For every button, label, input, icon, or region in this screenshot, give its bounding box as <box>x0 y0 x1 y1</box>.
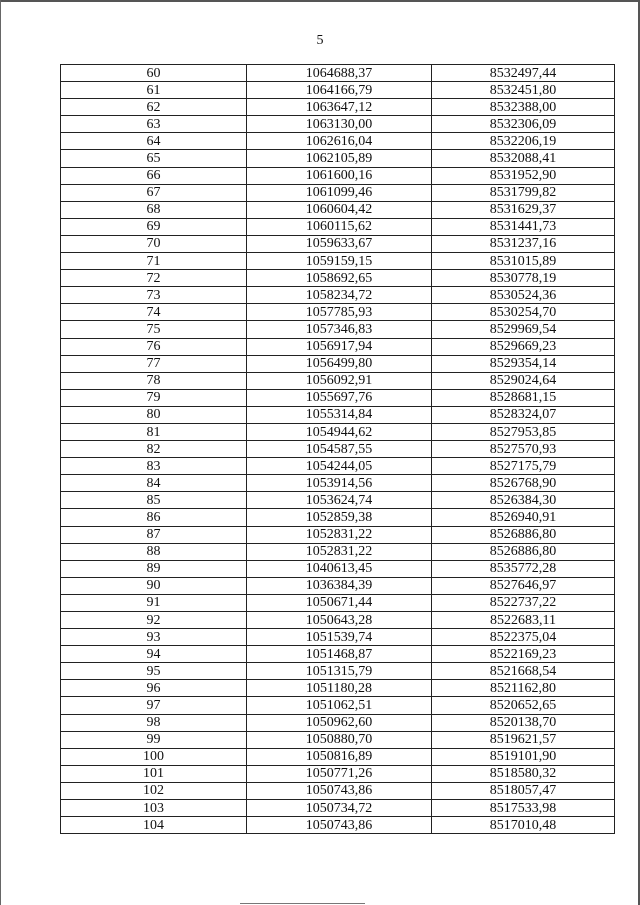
y-coordinate-cell: 8522375,04 <box>432 629 615 646</box>
x-coordinate-cell: 1063130,00 <box>247 116 432 133</box>
point-number-cell: 64 <box>61 133 247 150</box>
y-coordinate-cell: 8522683,11 <box>432 612 615 629</box>
point-number-cell: 74 <box>61 304 247 321</box>
table-row <box>61 65 615 82</box>
table-row <box>61 475 615 492</box>
y-coordinate-cell: 8535772,28 <box>432 560 615 577</box>
point-number-cell: 75 <box>61 321 247 338</box>
table-row <box>61 321 615 338</box>
point-number-cell: 100 <box>61 748 247 765</box>
x-coordinate-cell: 1056092,91 <box>247 372 432 389</box>
x-coordinate-cell: 1050771,26 <box>247 765 432 782</box>
y-coordinate-cell: 8530778,19 <box>432 270 615 287</box>
page-left-edge <box>0 0 1 905</box>
point-number-cell: 63 <box>61 116 247 133</box>
x-coordinate-cell: 1050643,28 <box>247 612 432 629</box>
table-row <box>61 458 615 475</box>
table-row <box>61 594 615 611</box>
x-coordinate-cell: 1060604,42 <box>247 201 432 218</box>
table-row <box>61 765 615 782</box>
x-coordinate-cell: 1064688,37 <box>247 65 432 82</box>
x-coordinate-cell: 1057785,93 <box>247 304 432 321</box>
y-coordinate-cell: 8519621,57 <box>432 731 615 748</box>
point-number-cell: 80 <box>61 406 247 423</box>
x-coordinate-cell: 1050734,72 <box>247 800 432 817</box>
x-coordinate-cell: 1057346,83 <box>247 321 432 338</box>
x-coordinate-cell: 1050962,60 <box>247 714 432 731</box>
y-coordinate-cell: 8517010,48 <box>432 817 615 834</box>
x-coordinate-cell: 1054944,62 <box>247 423 432 440</box>
table-row <box>61 116 615 133</box>
point-number-cell: 102 <box>61 782 247 799</box>
point-number-cell: 85 <box>61 492 247 509</box>
table-row <box>61 235 615 252</box>
y-coordinate-cell: 8531629,37 <box>432 201 615 218</box>
y-coordinate-cell: 8526768,90 <box>432 475 615 492</box>
point-number-cell: 99 <box>61 731 247 748</box>
point-number-cell: 66 <box>61 167 247 184</box>
point-number-cell: 72 <box>61 270 247 287</box>
x-coordinate-cell: 1052831,22 <box>247 543 432 560</box>
table-row <box>61 560 615 577</box>
point-number-cell: 76 <box>61 338 247 355</box>
table-row <box>61 133 615 150</box>
point-number-cell: 69 <box>61 218 247 235</box>
table-row <box>61 509 615 526</box>
point-number-cell: 97 <box>61 697 247 714</box>
x-coordinate-cell: 1050743,86 <box>247 817 432 834</box>
table-row <box>61 782 615 799</box>
y-coordinate-cell: 8529354,14 <box>432 355 615 372</box>
x-coordinate-cell: 1050743,86 <box>247 782 432 799</box>
y-coordinate-cell: 8521162,80 <box>432 680 615 697</box>
table-row <box>61 99 615 116</box>
point-number-cell: 60 <box>61 65 247 82</box>
table-row <box>61 731 615 748</box>
point-number-cell: 94 <box>61 646 247 663</box>
y-coordinate-cell: 8521668,54 <box>432 663 615 680</box>
point-number-cell: 89 <box>61 560 247 577</box>
table-row <box>61 526 615 543</box>
y-coordinate-cell: 8528324,07 <box>432 406 615 423</box>
point-number-cell: 82 <box>61 441 247 458</box>
x-coordinate-cell: 1062616,04 <box>247 133 432 150</box>
coordinates-table <box>60 64 615 834</box>
point-number-cell: 91 <box>61 594 247 611</box>
point-number-cell: 65 <box>61 150 247 167</box>
x-coordinate-cell: 1050816,89 <box>247 748 432 765</box>
point-number-cell: 86 <box>61 509 247 526</box>
x-coordinate-cell: 1061600,16 <box>247 167 432 184</box>
table-row <box>61 389 615 406</box>
x-coordinate-cell: 1051180,28 <box>247 680 432 697</box>
bottom-rule <box>240 903 365 904</box>
x-coordinate-cell: 1054244,05 <box>247 458 432 475</box>
table-row <box>61 82 615 99</box>
table-row <box>61 629 615 646</box>
point-number-cell: 88 <box>61 543 247 560</box>
table-row <box>61 646 615 663</box>
y-coordinate-cell: 8526384,30 <box>432 492 615 509</box>
y-coordinate-cell: 8526940,91 <box>432 509 615 526</box>
x-coordinate-cell: 1055314,84 <box>247 406 432 423</box>
table-row <box>61 218 615 235</box>
x-coordinate-cell: 1036384,39 <box>247 577 432 594</box>
x-coordinate-cell: 1062105,89 <box>247 150 432 167</box>
x-coordinate-cell: 1056499,80 <box>247 355 432 372</box>
y-coordinate-cell: 8532206,19 <box>432 133 615 150</box>
y-coordinate-cell: 8517533,98 <box>432 800 615 817</box>
y-coordinate-cell: 8531952,90 <box>432 167 615 184</box>
x-coordinate-cell: 1054587,55 <box>247 441 432 458</box>
table-row <box>61 714 615 731</box>
y-coordinate-cell: 8522737,22 <box>432 594 615 611</box>
x-coordinate-cell: 1051539,74 <box>247 629 432 646</box>
x-coordinate-cell: 1061099,46 <box>247 184 432 201</box>
y-coordinate-cell: 8527953,85 <box>432 423 615 440</box>
x-coordinate-cell: 1053624,74 <box>247 492 432 509</box>
x-coordinate-cell: 1056917,94 <box>247 338 432 355</box>
table-row <box>61 543 615 560</box>
point-number-cell: 70 <box>61 235 247 252</box>
point-number-cell: 67 <box>61 184 247 201</box>
x-coordinate-cell: 1051315,79 <box>247 663 432 680</box>
table-row <box>61 492 615 509</box>
point-number-cell: 101 <box>61 765 247 782</box>
table-row <box>61 372 615 389</box>
y-coordinate-cell: 8520138,70 <box>432 714 615 731</box>
table-row <box>61 167 615 184</box>
x-coordinate-cell: 1051468,87 <box>247 646 432 663</box>
table-row <box>61 184 615 201</box>
point-number-cell: 84 <box>61 475 247 492</box>
y-coordinate-cell: 8532088,41 <box>432 150 615 167</box>
point-number-cell: 62 <box>61 99 247 116</box>
point-number-cell: 96 <box>61 680 247 697</box>
table-row <box>61 150 615 167</box>
y-coordinate-cell: 8529024,64 <box>432 372 615 389</box>
y-coordinate-cell: 8531015,89 <box>432 253 615 270</box>
y-coordinate-cell: 8529669,23 <box>432 338 615 355</box>
x-coordinate-cell: 1051062,51 <box>247 697 432 714</box>
point-number-cell: 93 <box>61 629 247 646</box>
table-row <box>61 748 615 765</box>
y-coordinate-cell: 8530254,70 <box>432 304 615 321</box>
table-row <box>61 800 615 817</box>
coordinates-table-body <box>61 65 615 834</box>
table-row <box>61 355 615 372</box>
point-number-cell: 61 <box>61 82 247 99</box>
table-row <box>61 441 615 458</box>
point-number-cell: 68 <box>61 201 247 218</box>
table-row <box>61 253 615 270</box>
x-coordinate-cell: 1052859,38 <box>247 509 432 526</box>
y-coordinate-cell: 8531799,82 <box>432 184 615 201</box>
y-coordinate-cell: 8530524,36 <box>432 287 615 304</box>
y-coordinate-cell: 8531237,16 <box>432 235 615 252</box>
point-number-cell: 98 <box>61 714 247 731</box>
table-row <box>61 663 615 680</box>
y-coordinate-cell: 8527570,93 <box>432 441 615 458</box>
point-number-cell: 103 <box>61 800 247 817</box>
point-number-cell: 95 <box>61 663 247 680</box>
point-number-cell: 90 <box>61 577 247 594</box>
y-coordinate-cell: 8532306,09 <box>432 116 615 133</box>
table-row <box>61 697 615 714</box>
y-coordinate-cell: 8531441,73 <box>432 218 615 235</box>
table-row <box>61 817 615 834</box>
table-row <box>61 680 615 697</box>
y-coordinate-cell: 8532451,80 <box>432 82 615 99</box>
x-coordinate-cell: 1050671,44 <box>247 594 432 611</box>
y-coordinate-cell: 8527175,79 <box>432 458 615 475</box>
y-coordinate-cell: 8527646,97 <box>432 577 615 594</box>
x-coordinate-cell: 1055697,76 <box>247 389 432 406</box>
table-row <box>61 270 615 287</box>
y-coordinate-cell: 8518580,32 <box>432 765 615 782</box>
point-number-cell: 71 <box>61 253 247 270</box>
page-top-edge <box>0 0 640 2</box>
point-number-cell: 73 <box>61 287 247 304</box>
x-coordinate-cell: 1040613,45 <box>247 560 432 577</box>
y-coordinate-cell: 8519101,90 <box>432 748 615 765</box>
point-number-cell: 78 <box>61 372 247 389</box>
x-coordinate-cell: 1052831,22 <box>247 526 432 543</box>
x-coordinate-cell: 1059633,67 <box>247 235 432 252</box>
page-number: 5 <box>316 33 324 48</box>
y-coordinate-cell: 8532388,00 <box>432 99 615 116</box>
y-coordinate-cell: 8522169,23 <box>432 646 615 663</box>
table-row <box>61 423 615 440</box>
x-coordinate-cell: 1059159,15 <box>247 253 432 270</box>
point-number-cell: 83 <box>61 458 247 475</box>
y-coordinate-cell: 8526886,80 <box>432 526 615 543</box>
x-coordinate-cell: 1060115,62 <box>247 218 432 235</box>
table-row <box>61 338 615 355</box>
y-coordinate-cell: 8528681,15 <box>432 389 615 406</box>
point-number-cell: 87 <box>61 526 247 543</box>
y-coordinate-cell: 8518057,47 <box>432 782 615 799</box>
y-coordinate-cell: 8520652,65 <box>432 697 615 714</box>
x-coordinate-cell: 1050880,70 <box>247 731 432 748</box>
y-coordinate-cell: 8526886,80 <box>432 543 615 560</box>
table-row <box>61 287 615 304</box>
table-row <box>61 577 615 594</box>
point-number-cell: 92 <box>61 612 247 629</box>
point-number-cell: 81 <box>61 423 247 440</box>
point-number-cell: 79 <box>61 389 247 406</box>
table-row <box>61 304 615 321</box>
table-row <box>61 201 615 218</box>
x-coordinate-cell: 1053914,56 <box>247 475 432 492</box>
x-coordinate-cell: 1058234,72 <box>247 287 432 304</box>
point-number-cell: 77 <box>61 355 247 372</box>
y-coordinate-cell: 8532497,44 <box>432 65 615 82</box>
point-number-cell: 104 <box>61 817 247 834</box>
table-row <box>61 406 615 423</box>
table-row <box>61 612 615 629</box>
x-coordinate-cell: 1064166,79 <box>247 82 432 99</box>
x-coordinate-cell: 1063647,12 <box>247 99 432 116</box>
y-coordinate-cell: 8529969,54 <box>432 321 615 338</box>
x-coordinate-cell: 1058692,65 <box>247 270 432 287</box>
